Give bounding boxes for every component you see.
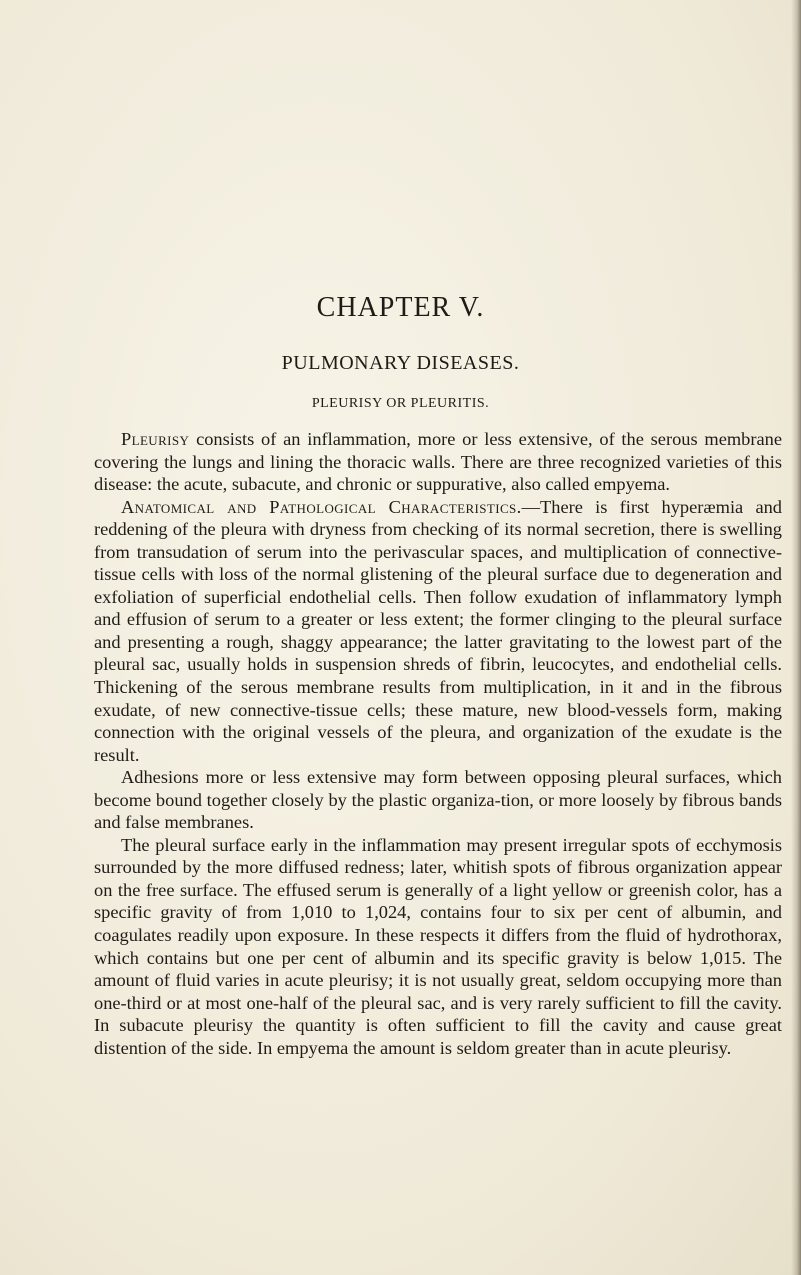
paragraph-text: —There is first hyperæmia and reddening of the pleura with dryness from checking of its normal secretion, there is swelling from transudation of serum into the perivascular spaces, and multiplication of connective-tissue cells with loss of the normal glistening of the pleural surface due to degeneration and exfoliation of superficial endothelial cells. Then follow exudation of inflammatory lymph and effusion of serum to a greater or less extent; the former clinging to the pleural surface and presenting a rough, shaggy appearance; the latter gravitating to the lowest part of the pleural sac, usually holds in suspension shreds of fibrin, leucocytes, and endothelial cells. Thickening of the serous membrane results from multiplication, in it and in the fibrous exudate, of new connective-tissue cells; these mature, new blood-vessels form, making connection with the original vessels of the pleura, and organization of the exudate is the result. bbox=[94, 496, 783, 765]
paragraph-lead: Pleurisy bbox=[121, 429, 190, 449]
paragraph-pleurisy-definition bbox=[94, 428, 782, 496]
paragraph-lead: Anatomical and Pathological Characteristics. bbox=[121, 496, 522, 517]
subsection-title: PLEURISY OR PLEURITIS. bbox=[311, 396, 490, 411]
paragraph-text: The pleural surface early in the inflammation may present irregular spots of ecchymosis surrounded by the more diffused redness; later, whitish spots of fibrous organization appear on the free surface. The effused serum is generally of a light yellow or greenish color, has a specific gravity of from 1,010 to 1,024, contains four to six per cent of albumin, and coagulates readily upon exposure. In these respects it differs from the fluid of hydrothorax, which contains but one per cent of albumin and its specific gravity is below 1,015. The amount of fluid varies in acute pleurisy; it is not usually great, seldom occupying more than one-third or at most one-half of the pleural sac, and is very rarely sufficient to fill the cavity. In subacute pleurisy the quantity is often sufficient to fill the cavity and cause great distention of the side. In empyema the amount is seldom greater than in acute pleurisy. bbox=[94, 834, 782, 1058]
section-title: PULMONARY DISEASES. bbox=[281, 352, 520, 374]
paragraph-text: Adhesions more or less extensive may form between opposing pleural surfaces, which become bound together closely by the plastic organiza-tion, or more loosely by fibrous bands and false membranes. bbox=[94, 767, 782, 833]
paragraph-adhesions bbox=[94, 766, 782, 834]
chapter-title: CHAPTER V. bbox=[316, 292, 485, 323]
paragraph-text: consists of an inflammation, more or less extensive, of the serous membrane covering the lungs and lining the thoracic walls. There are three recognized varieties of this disease: the acute, subacute, and chronic or suppurative, also called empyema. bbox=[94, 429, 782, 495]
paragraph-anatomical-characteristics bbox=[94, 496, 782, 767]
body-text bbox=[94, 428, 782, 1059]
page-edge-shadow bbox=[791, 0, 801, 1275]
paragraph-pleural-surface bbox=[94, 834, 782, 1059]
